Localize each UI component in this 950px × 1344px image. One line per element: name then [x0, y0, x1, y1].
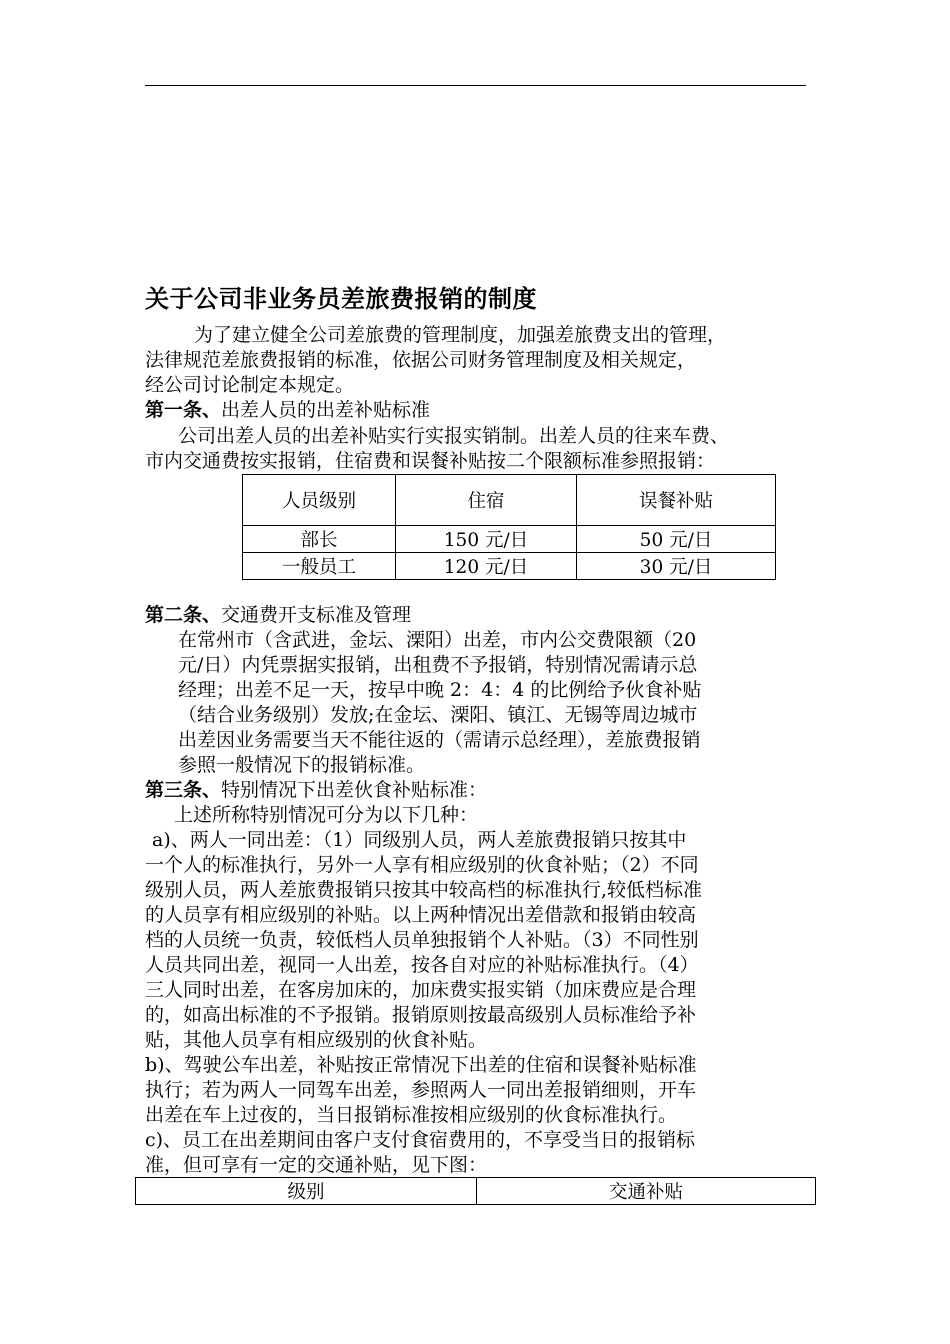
- article2-number: 第二条、: [145, 604, 222, 626]
- article1-line: 市内交通费按实报销，住宿费和误餐补贴按二个限额标准参照报销：: [145, 450, 716, 472]
- article3-heading: [145, 778, 487, 803]
- article3-line: 准，但可享有一定的交通补贴，见下图：: [145, 1154, 488, 1176]
- article3-number: 第三条、: [145, 779, 222, 801]
- intro-line: 为了建立健全公司差旅费的管理制度，加强差旅费支出的管理，: [194, 324, 727, 346]
- table-cell: 部长: [243, 526, 396, 553]
- allowance-table: [242, 474, 776, 580]
- table-header-row: [136, 1178, 816, 1205]
- article3-line: 档的人员统一负责，较低档人员单独报销个人补贴。（3）不同性别: [145, 929, 699, 951]
- article3-title: 特别情况下出差伙食补贴标准：: [221, 779, 488, 801]
- article2-line: （结合业务级别）发放;在金坛、溧阳、镇江、无锡等周边城市: [178, 704, 698, 726]
- table-cell: 一般员工: [243, 553, 396, 580]
- table-header-cell: 级别: [136, 1178, 477, 1205]
- document-title: 关于公司非业务员差旅费报销的制度: [145, 285, 537, 313]
- table-header-row: [243, 475, 776, 526]
- article1-heading: [145, 398, 430, 423]
- article1-number: 第一条、: [145, 399, 222, 421]
- article3-line: 的人员享有相应级别的补贴。以上两种情况出差借款和报销由较高: [145, 904, 697, 926]
- article2-heading: [145, 603, 411, 628]
- table-cell: 50 元/日: [577, 526, 776, 553]
- table-header-cell: 住宿: [396, 475, 577, 526]
- table-cell: 30 元/日: [577, 553, 776, 580]
- table-cell: 150 元/日: [396, 526, 577, 553]
- article2-line: 出差因业务需要当天不能往返的（需请示总经理），差旅费报销: [178, 729, 701, 751]
- table-header-cell: 人员级别: [243, 475, 396, 526]
- article3-line: 级别人员，两人差旅费报销只按其中较高档的标准执行,较低档标准: [145, 879, 703, 901]
- table-header-cell: 误餐补贴: [577, 475, 776, 526]
- article3-line: 执行；若为两人一同驾车出差，参照两人一同出差报销细则，开车: [145, 1079, 697, 1101]
- intro-line: 法律规范差旅费报销的标准，依据公司财务管理制度及相关规定，: [145, 349, 697, 371]
- article3-line: 上述所称特别情况可分为以下几种：: [174, 804, 479, 826]
- table-row: [243, 553, 776, 580]
- table-header-cell: 交通补贴: [477, 1178, 816, 1205]
- article2-line: 参照一般情况下的报销标准。: [178, 754, 426, 776]
- article3-line: b)、驾驶公车出差，补贴按正常情况下出差的住宿和误餐补贴标准: [145, 1054, 697, 1076]
- article3-line: 贴，其他人员享有相应级别的伙食补贴。: [145, 1029, 488, 1051]
- article3-line: 三人同时出差，在客房加床的，加床费实报实销（加床费应是合理: [145, 979, 697, 1001]
- intro-line: 经公司讨论制定本规定。: [145, 374, 355, 396]
- table-row: [243, 526, 776, 553]
- article3-line: c)、员工在出差期间由客户支付食宿费用的，不享受当日的报销标: [145, 1129, 696, 1151]
- article3-line: 出差在车上过夜的，当日报销标准按相应级别的伙食标准执行。: [145, 1104, 678, 1126]
- article3-line: a)、两人一同出差：（1）同级别人员，两人差旅费报销只按其中: [152, 829, 687, 851]
- article2-line: 经理；出差不足一天，按早中晚 2：4：4 的比例给予伙食补贴: [178, 679, 702, 701]
- article3-line: 人员共同出差，视同一人出差，按各自对应的补贴标准执行。（4）: [145, 954, 699, 976]
- article3-line: 一个人的标准执行，另外一人享有相应级别的伙食补贴；（2）不同: [145, 854, 699, 876]
- article2-line: 元/日）内凭票据实报销，出租费不予报销，特别情况需请示总: [178, 654, 698, 676]
- article1-title: 出差人员的出差补贴标准: [221, 399, 431, 421]
- article3-line: 的，如高出标准的不予报销。报销原则按最高级别人员标准给予补: [145, 1004, 697, 1026]
- article2-line: 在常州市（含武进，金坛、溧阳）出差，市内公交费限额（20: [178, 629, 697, 651]
- article2-title: 交通费开支标准及管理: [221, 604, 412, 626]
- table-cell: 120 元/日: [396, 553, 577, 580]
- article1-line: 公司出差人员的出差补贴实行实报实销制。出差人员的往来车费、: [178, 425, 730, 447]
- header-rule: [145, 85, 806, 86]
- transport-allowance-table: [135, 1177, 816, 1205]
